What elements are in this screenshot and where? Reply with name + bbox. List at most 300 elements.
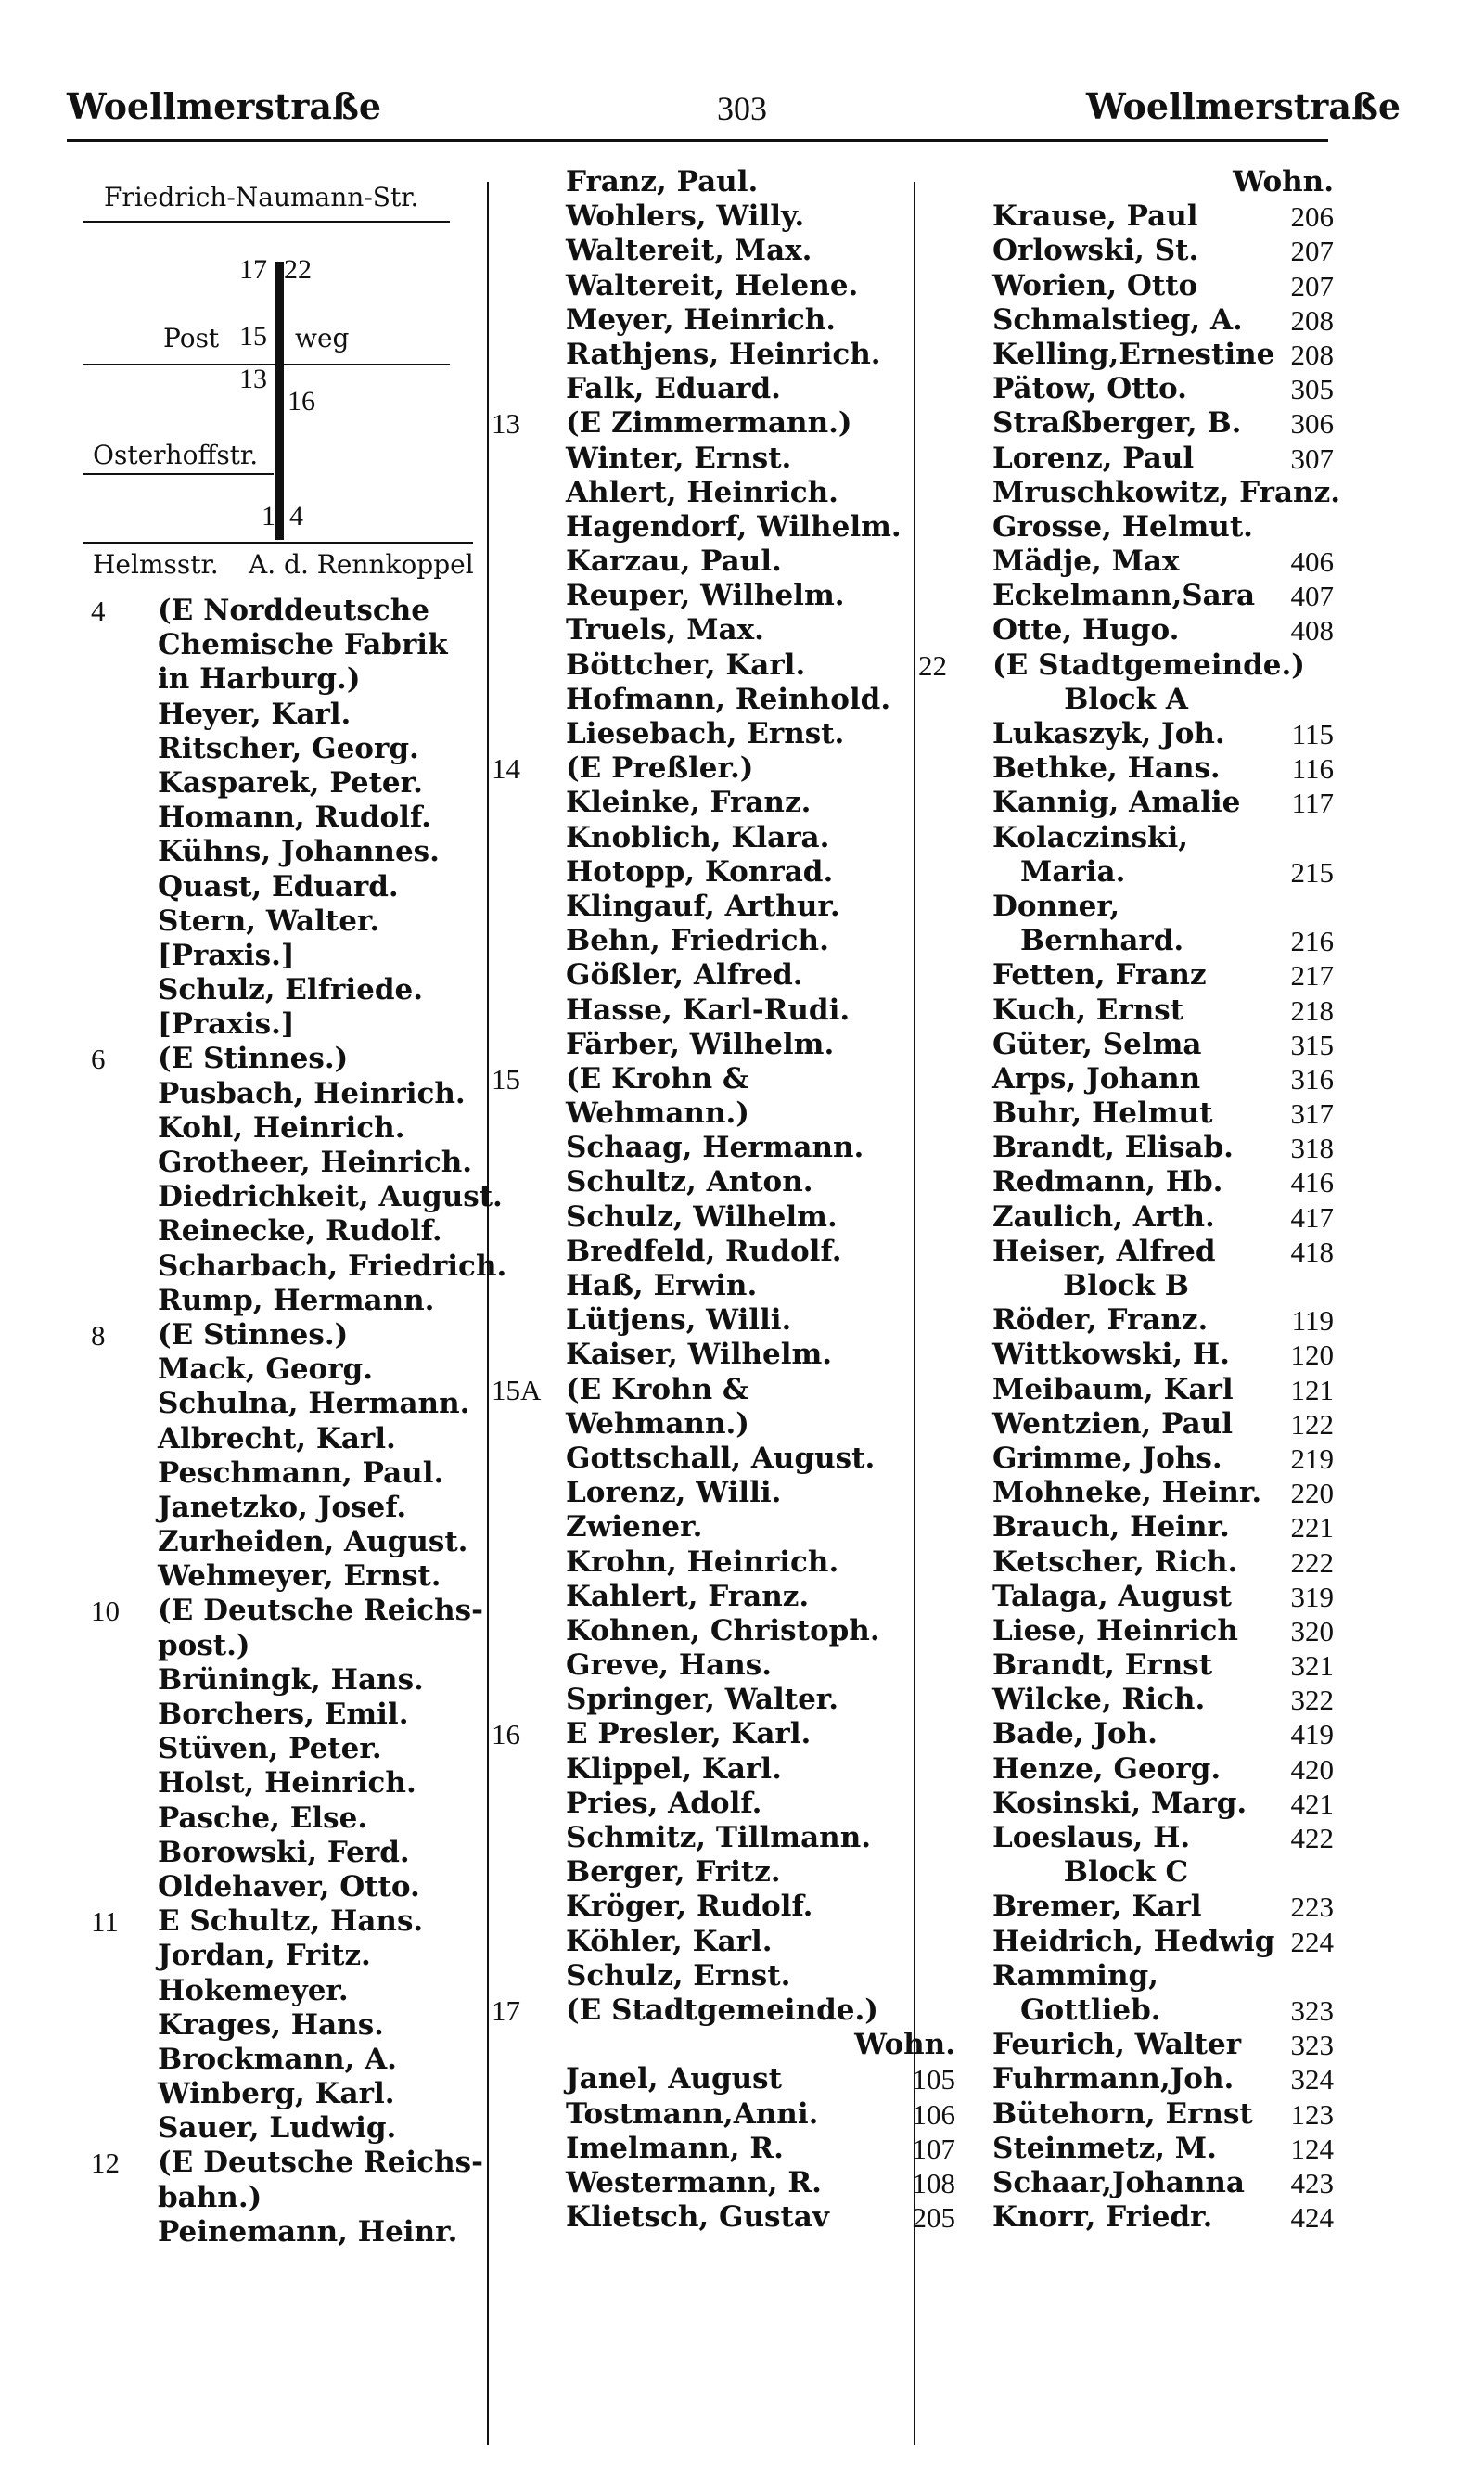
entry-line: [918, 199, 1334, 234]
resident-name: Mack, Georg.: [158, 1352, 374, 1387]
house-number: 15: [492, 1062, 520, 1096]
resident-name: Loeslaus, H.: [992, 1821, 1191, 1854]
entry-line: [91, 2077, 471, 2111]
resident-name: Feurich, Walter: [992, 2028, 1242, 2062]
entry-line: [91, 1525, 471, 1559]
apartment-number: 418: [1290, 1235, 1334, 1268]
entry-line: [91, 732, 471, 766]
resident-name: [Praxis.]: [158, 938, 295, 972]
resident-name: (E Stadtgemeinde.): [992, 647, 1305, 682]
apartment-number: 106: [912, 2097, 955, 2131]
resident-name: Bethke, Hans.: [992, 751, 1221, 786]
entry-line: [492, 442, 955, 476]
map-num-22: 22: [284, 254, 312, 285]
resident-name: Bremer, Karl: [992, 1890, 1202, 1924]
entry-line: [918, 2200, 1334, 2235]
resident-name: Mruschkowitz, Franz.: [992, 475, 1340, 509]
resident-name: Wentzien, Paul: [992, 1406, 1233, 1441]
house-number: 10: [91, 1595, 120, 1628]
entry-line: [492, 2132, 955, 2166]
apartment-number: 207: [1290, 269, 1334, 302]
entry-line: [492, 2200, 955, 2235]
resident-name: Homann, Rudolf.: [158, 801, 431, 835]
entry-line: [492, 303, 955, 338]
resident-name: Grosse, Helmut.: [992, 509, 1253, 544]
resident-name: Peinemann, Heinr.: [158, 2214, 458, 2249]
map-num-1: 1: [262, 501, 275, 532]
entry-line: [91, 2215, 471, 2250]
entry-line: [918, 1028, 1334, 1062]
entry-line: [492, 1131, 955, 1165]
resident-name: Kosinski, Marg.: [992, 1786, 1247, 1820]
entry-line: [918, 821, 1334, 855]
resident-name: Kohnen, Christoph.: [566, 1613, 880, 1647]
entry-line: [91, 939, 471, 973]
entry-line: [91, 1663, 471, 1698]
resident-name: Buhr, Helmut: [992, 1096, 1213, 1131]
entry-line: [492, 1752, 955, 1787]
resident-name: Fetten, Franz: [992, 958, 1207, 993]
resident-name: Wehmann.): [566, 1096, 749, 1131]
resident-name: Pasche, Else.: [158, 1801, 368, 1835]
entry-line: [91, 1387, 471, 1421]
apartment-number: 217: [1290, 959, 1334, 993]
entry-line: [492, 1959, 955, 1993]
entry-line: [91, 1007, 471, 1042]
resident-name: Schulz, Elfriede.: [158, 973, 424, 1007]
apartment-number: 417: [1290, 1200, 1334, 1234]
apartment-number: 207: [1290, 235, 1334, 268]
map-road-bar: [275, 262, 284, 540]
resident-name: Henze, Georg.: [992, 1751, 1222, 1786]
map-bottom-left-street: Helmsstr.: [93, 549, 219, 580]
resident-name: Steinmetz, M.: [992, 2131, 1217, 2165]
entry-line: [492, 406, 955, 441]
entry-line: [492, 1407, 955, 1442]
resident-name: (E Deutsche Reichs-: [158, 2146, 483, 2180]
resident-name: Borowski, Ferd.: [158, 1835, 410, 1869]
resident-name: Imelmann, R.: [566, 2131, 784, 2165]
entry-line: [492, 1648, 955, 1683]
resident-name: Krohn, Heinrich.: [566, 1545, 839, 1579]
entry-line: [492, 958, 955, 993]
apartment-number: 317: [1290, 1097, 1334, 1131]
resident-name: Knoblich, Klara.: [566, 820, 830, 854]
apartment-number: 323: [1290, 2029, 1334, 2062]
resident-name: Mädje, Max: [992, 545, 1180, 579]
apartment-number: 105: [912, 2063, 955, 2096]
apartment-number: 222: [1290, 1545, 1334, 1579]
house-number: 6: [91, 1043, 106, 1076]
entry-line: [91, 2043, 471, 2077]
entry-line: [91, 801, 471, 835]
entry-line: [918, 1993, 1334, 2028]
resident-name: Brüningk, Hans.: [158, 1662, 424, 1697]
map-num-15: 15: [239, 321, 267, 352]
entry-line: [492, 613, 955, 647]
house-number: 17: [492, 1993, 520, 2027]
resident-name: Liesebach, Ernst.: [566, 717, 845, 750]
entry-line: [918, 1269, 1334, 1303]
entry-line: [492, 1096, 955, 1131]
entry-line: [918, 648, 1334, 683]
resident-name: Schultz, Anton.: [566, 1165, 813, 1199]
entry-line: [492, 1303, 955, 1338]
resident-name: Winberg, Karl.: [158, 2077, 395, 2111]
entry-line: [91, 1352, 471, 1387]
apartment-number: 215: [1290, 855, 1334, 889]
entry-line: [918, 786, 1334, 820]
resident-name: Klietsch, Gustav: [566, 2200, 829, 2235]
apartment-number: 315: [1290, 1028, 1334, 1061]
entry-line: [918, 1373, 1334, 1407]
resident-name: (E Norddeutsche: [158, 594, 429, 627]
resident-name: Klingauf, Arthur.: [566, 889, 840, 923]
entry-line: [91, 766, 471, 801]
resident-name: Krause, Paul: [992, 199, 1198, 234]
resident-name: Kuch, Ernst: [992, 993, 1184, 1027]
entry-line: [918, 1855, 1334, 1890]
entry-line: [918, 1683, 1334, 1717]
entry-line: [918, 2166, 1334, 2200]
map-right-street: weg: [295, 323, 350, 353]
resident-name: Waltereit, Helene.: [566, 268, 859, 302]
resident-name: Redmann, Hb.: [992, 1165, 1223, 1199]
entry-line: [91, 1214, 471, 1249]
entry-line: [918, 338, 1334, 372]
map-rule-lower: [83, 473, 274, 475]
entry-line: [492, 199, 955, 234]
header-rule: [67, 139, 1328, 142]
entry-line: [91, 2181, 471, 2215]
entry-line: [91, 1422, 471, 1456]
apartment-number: 205: [912, 2201, 955, 2235]
resident-name: (E Preßler.): [566, 751, 754, 786]
resident-name: Kolaczinski,: [992, 820, 1189, 854]
map-num-16: 16: [288, 386, 315, 417]
entry-line: [918, 165, 1334, 199]
resident-name: Maria.: [1020, 854, 1126, 889]
resident-name: Haß, Erwin.: [566, 1269, 758, 1302]
resident-name: Böttcher, Karl.: [566, 647, 806, 682]
house-number: 13: [492, 407, 520, 441]
entry-line: [91, 1456, 471, 1491]
entry-line: [918, 303, 1334, 338]
page-number: 303: [717, 90, 767, 127]
resident-name: Chemische Fabrik: [158, 628, 448, 662]
resident-name: Grotheer, Heinrich.: [158, 1146, 473, 1179]
entry-line: [91, 1939, 471, 1973]
entry-line: [492, 1028, 955, 1062]
resident-name: Bredfeld, Rudolf.: [566, 1234, 842, 1268]
entry-line: [918, 1096, 1334, 1131]
resident-name: Hotopp, Konrad.: [566, 854, 834, 889]
resident-name: Hasse, Karl-Rudi.: [566, 993, 851, 1027]
entry-line: [91, 1732, 471, 1766]
entry-line: [91, 1766, 471, 1801]
entry-line: [492, 821, 955, 855]
resident-name: Grimme, Johs.: [992, 1441, 1222, 1475]
resident-name: Liese, Heinrich: [992, 1613, 1238, 1647]
entry-line: [918, 1442, 1334, 1476]
block-heading: Block A: [1064, 682, 1188, 716]
resident-name: Straßberger, B.: [992, 406, 1242, 441]
apartment-number: 421: [1290, 1787, 1334, 1820]
resident-name: Lorenz, Paul: [992, 441, 1195, 475]
apartment-number: 216: [1290, 925, 1334, 958]
resident-name: Stüven, Peter.: [158, 1732, 382, 1766]
resident-name: (E Deutsche Reichs-: [158, 1594, 483, 1628]
resident-name: Schaar,Johanna: [992, 2165, 1245, 2199]
apartment-number: 124: [1290, 2132, 1334, 2165]
resident-name: Brockmann, A.: [158, 2042, 397, 2076]
apartment-number: 122: [1290, 1407, 1334, 1441]
entry-line: [918, 1717, 1334, 1751]
entry-line: [492, 1821, 955, 1855]
apartment-number: 307: [1290, 442, 1334, 475]
resident-name: Schmitz, Tillmann.: [566, 1821, 872, 1854]
resident-name: Peschmann, Paul.: [158, 1455, 444, 1490]
entry-line: [91, 1491, 471, 1525]
resident-name: in Harburg.): [158, 662, 361, 697]
entry-line: [492, 1062, 955, 1096]
map-rule-bottom: [83, 542, 473, 544]
resident-name: Kühns, Johannes.: [158, 835, 440, 869]
apartment-number: 406: [1290, 545, 1334, 579]
resident-name: Zaulich, Arth.: [992, 1199, 1215, 1234]
entry-line: [918, 1787, 1334, 1821]
resident-name: Springer, Walter.: [566, 1683, 839, 1717]
entry-line: [91, 1111, 471, 1146]
entry-line: [918, 1303, 1334, 1338]
entry-line: [492, 2028, 955, 2062]
entry-line: [918, 717, 1334, 751]
resident-name: Hokemeyer.: [158, 1973, 349, 2007]
entry-line: [492, 1373, 955, 1407]
resident-name: Ritscher, Georg.: [158, 731, 419, 765]
entry-line: [91, 1698, 471, 1732]
resident-name: Lorenz, Willi.: [566, 1476, 782, 1510]
entry-line: [492, 1545, 955, 1580]
entry-line: [91, 1146, 471, 1180]
resident-name: Heiser, Alfred: [992, 1234, 1216, 1268]
entry-line: [492, 165, 955, 199]
map-bottom-right-street: A. d. Rennkoppel: [249, 549, 474, 580]
house-number: 14: [492, 752, 520, 786]
resident-name: Wittkowski, H.: [992, 1338, 1230, 1372]
entry-line: [492, 1717, 955, 1751]
entry-line: [492, 751, 955, 786]
resident-name: Röder, Franz.: [992, 1303, 1209, 1338]
apartment-number: 121: [1290, 1373, 1334, 1406]
house-number: 16: [492, 1718, 520, 1751]
resident-name: Hofmann, Reinhold.: [566, 682, 891, 716]
entry-line: [918, 1925, 1334, 1959]
entry-line: [918, 1407, 1334, 1442]
apartment-number: 323: [1290, 1993, 1334, 2027]
apartment-number: 220: [1290, 1477, 1334, 1510]
entry-line: [918, 1959, 1334, 1993]
entries-column-3: [918, 165, 1340, 2235]
resident-name: Köhler, Karl.: [566, 1924, 773, 1958]
entry-line: [918, 2062, 1334, 2096]
resident-name: Ketscher, Rich.: [992, 1545, 1238, 1579]
entry-line: [918, 475, 1340, 510]
resident-name: Westermann, R.: [566, 2165, 822, 2199]
apartment-number: 116: [1291, 752, 1334, 786]
resident-name: (E Stinnes.): [158, 1317, 349, 1352]
entry-line: [492, 648, 955, 683]
map-rule-top: [83, 221, 450, 223]
resident-name: Arps, Johann: [992, 1061, 1201, 1096]
entry-line: [492, 372, 955, 406]
entry-line: [918, 993, 1334, 1028]
resident-name: Kröger, Rudolf.: [566, 1890, 813, 1924]
entry-line: [918, 1648, 1334, 1683]
resident-name: (E Stinnes.): [158, 1042, 349, 1076]
resident-name: Holst, Heinrich.: [158, 1766, 416, 1801]
entry-line: [91, 628, 471, 662]
entry-line: [492, 1787, 955, 1821]
apartment-number: 123: [1290, 2097, 1334, 2131]
resident-name: Wilcke, Rich.: [992, 1683, 1206, 1717]
apartment-number: 108: [912, 2166, 955, 2199]
entry-line: [492, 717, 955, 751]
apartment-number: 420: [1290, 1752, 1334, 1786]
resident-name: Donner,: [992, 889, 1120, 923]
resident-name: Pries, Adolf.: [566, 1786, 762, 1820]
resident-name: Heidrich, Hedwig: [992, 1924, 1275, 1958]
resident-name: Kohl, Heinrich.: [158, 1110, 405, 1145]
entry-line: [91, 1904, 471, 1939]
running-head-right: Woellmerstraße: [1085, 85, 1401, 127]
entry-line: [91, 662, 471, 697]
house-number: 4: [91, 595, 106, 627]
apartment-number: 117: [1291, 787, 1334, 820]
apartment-number: 208: [1290, 303, 1334, 337]
entry-line: [91, 1180, 503, 1214]
entry-line: [918, 269, 1334, 303]
entry-line: [91, 1559, 471, 1594]
apartment-number: 306: [1290, 407, 1334, 441]
house-number: 11: [91, 1905, 119, 1939]
entry-line: [91, 1836, 471, 1870]
entry-line: [918, 1476, 1334, 1510]
entry-line: [91, 1077, 471, 1111]
resident-name: Worien, Otto: [992, 268, 1198, 302]
entry-line: [91, 1249, 507, 1284]
house-number: 8: [91, 1318, 106, 1352]
resident-name: Heyer, Karl.: [158, 697, 352, 731]
apartment-number: 423: [1290, 2166, 1334, 2199]
map-num-13: 13: [239, 364, 267, 394]
entry-line: [492, 1269, 955, 1303]
entry-line: [918, 1614, 1334, 1648]
resident-name: (E Zimmermann.): [566, 406, 852, 441]
running-head-left: Woellmerstraße: [67, 85, 382, 127]
entry-line: [918, 545, 1334, 579]
resident-name: Oldehaver, Otto.: [158, 1869, 420, 1904]
apartment-number: 321: [1290, 1649, 1334, 1683]
resident-name: Ramming,: [992, 1958, 1158, 1993]
resident-name: (E Krohn &: [566, 1061, 748, 1096]
entry-line: [918, 1165, 1334, 1199]
map-top-street: Friedrich-Naumann-Str.: [104, 182, 419, 212]
apartment-number: 107: [912, 2132, 955, 2165]
entry-line: [91, 835, 471, 869]
block-heading: Block B: [1062, 1269, 1189, 1302]
resident-name: Kleinke, Franz.: [566, 786, 812, 820]
entry-line: [492, 786, 955, 820]
entry-line: [492, 2166, 955, 2200]
resident-name: Wehmann.): [566, 1406, 749, 1441]
entry-line: [492, 1683, 955, 1717]
resident-name: Güter, Selma: [992, 1027, 1202, 1061]
resident-name: Wohn.: [854, 2028, 955, 2062]
resident-name: Färber, Wilhelm.: [566, 1027, 835, 1061]
entry-line: [918, 613, 1334, 647]
entry-line: [492, 2097, 955, 2132]
entry-line: [91, 1801, 471, 1836]
entry-line: [492, 1476, 955, 1510]
entry-line: [492, 924, 955, 958]
apartment-number: 305: [1290, 373, 1334, 406]
apartment-number: 223: [1290, 1891, 1334, 1924]
resident-name: Fuhrmann,Joh.: [992, 2062, 1235, 2096]
resident-name: Meyer, Heinrich.: [566, 302, 837, 337]
resident-name: Wohn.: [1233, 165, 1334, 199]
entry-line: [492, 1235, 955, 1269]
resident-name: Lukaszyk, Joh.: [992, 717, 1225, 750]
entry-line: [918, 2132, 1334, 2166]
entry-line: [91, 2111, 471, 2146]
resident-name: Pusbach, Heinrich.: [158, 1076, 466, 1110]
apartment-number: 320: [1290, 1614, 1334, 1647]
resident-name: Schulz, Ernst.: [566, 1958, 791, 1993]
resident-name: Knorr, Friedr.: [992, 2200, 1213, 2235]
apartment-number: 318: [1290, 1132, 1334, 1165]
entry-line: [492, 1614, 955, 1648]
apartment-number: 424: [1290, 2201, 1334, 2235]
entry-line: [91, 870, 471, 904]
resident-name: Brandt, Elisab.: [992, 1131, 1234, 1165]
entry-line: [918, 2028, 1334, 2062]
resident-name: Hagendorf, Wilhelm.: [566, 509, 902, 544]
resident-name: [Praxis.]: [158, 1007, 295, 1042]
entry-line: [91, 1870, 471, 1904]
resident-name: Schulz, Wilhelm.: [566, 1199, 838, 1234]
entry-line: [492, 1510, 955, 1545]
apartment-number: 324: [1290, 2063, 1334, 2096]
resident-name: Otte, Hugo.: [992, 613, 1180, 647]
entry-line: [492, 234, 955, 268]
resident-name: Gößler, Alfred.: [566, 958, 803, 993]
entry-line: [918, 958, 1334, 993]
entry-line: [492, 993, 955, 1028]
resident-name: Pätow, Otto.: [992, 372, 1187, 406]
entry-line: [492, 269, 955, 303]
block-heading: Block C: [1063, 1855, 1189, 1890]
entry-line: [918, 1338, 1334, 1372]
entry-line: [918, 1131, 1334, 1165]
apartment-number: 408: [1290, 614, 1334, 647]
apartment-number: 422: [1290, 1822, 1334, 1854]
resident-name: Mohneke, Heinr.: [992, 1476, 1262, 1510]
resident-name: Brauch, Heinr.: [992, 1510, 1230, 1545]
entry-line: [918, 510, 1334, 545]
resident-name: Kahlert, Franz.: [566, 1579, 810, 1613]
resident-name: Quast, Eduard.: [158, 869, 399, 904]
